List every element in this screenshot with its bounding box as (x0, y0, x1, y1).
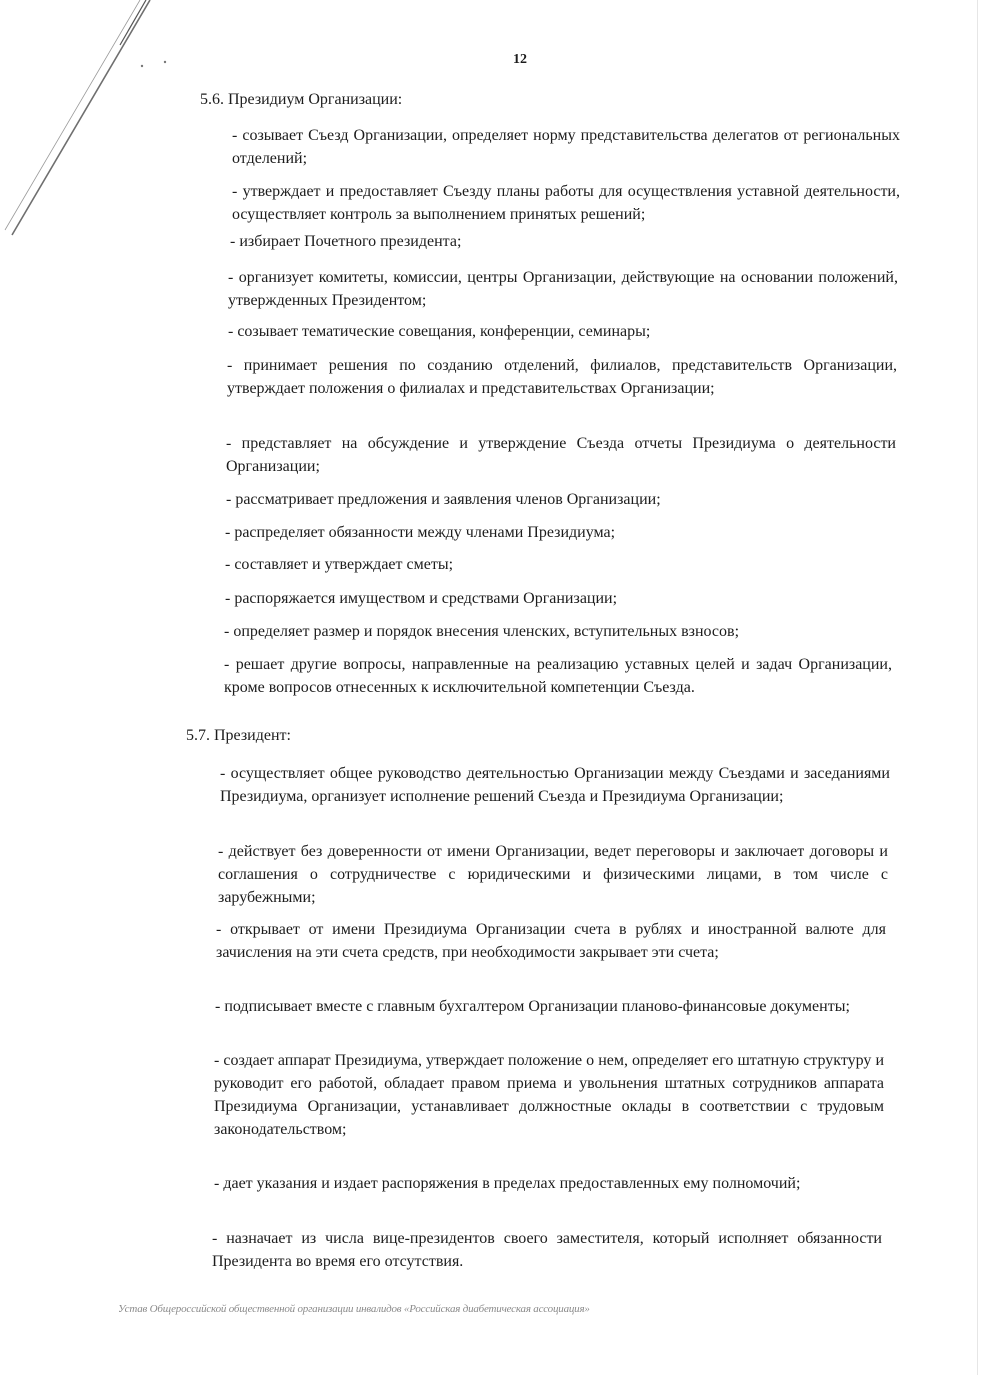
scan-edge-line (977, 0, 978, 1375)
list-item: - осуществляет общее руководство деятельностью Организации между Съездами и заседаниями Президиума, организует исполнение решений Съезда и Президиума Организации; (220, 765, 890, 805)
list-item: - составляет и утверждает сметы; (225, 556, 454, 573)
list-item: - решает другие вопросы, направленные на реализацию уставных целей и задач Организации, кроме вопросов отнесенных к исключительной компетенции Съезда. (224, 656, 892, 696)
list-item: - открывает от имени Президиума Организации счета в рублях и иностранной валюте для зачисления на эти счета средств, при необходимости закрывает эти счета; (216, 921, 886, 961)
list-item: - утверждает и предоставляет Съезду планы работы для осуществления уставной деятельности, осуществляет контроль за выполнением принятых решений; (232, 183, 900, 223)
list-item: - создает аппарат Президиума, утверждает положение о нем, определяет его штатную структуру и руководит его работой, обладает правом приема и увольнения штатных сотрудников аппарата Президиума Организации, устанавливает должностные оклады в соответствии с трудовым законодательством; (214, 1052, 884, 1138)
list-item: - распределяет обязанности между членами Президиума; (225, 524, 616, 541)
scan-artifact-lines (0, 0, 200, 260)
list-item: - подписывает вместе с главным бухгалтером Организации планово-финансовые документы; (215, 998, 850, 1015)
list-item: - избирает Почетного президента; (230, 233, 462, 250)
page-number: 12 (513, 52, 527, 67)
list-item: - распоряжается имуществом и средствами Организации; (225, 590, 618, 607)
document-footer: Устав Общероссийской общественной организации инвалидов «Российская диабетическая ассоциация» (118, 1303, 590, 1315)
list-item: - назначает из числа вице-президентов своего заместителя, который исполняет обязанности Президента во время его отсутствия. (212, 1230, 882, 1270)
list-item: - дает указания и издает распоряжения в пределах предоставленных ему полномочий; (214, 1175, 801, 1192)
list-item: - принимает решения по созданию отделений, филиалов, представительств Организации, утверждает положения о филиалах и представительствах Организации; (227, 357, 897, 397)
section-heading-5-7: 5.7. Президент: (186, 727, 291, 744)
list-item: - организует комитеты, комиссии, центры Организации, действующие на основании положений, утвержденных Президентом; (228, 269, 898, 309)
list-item: - созывает тематические совещания, конференции, семинары; (228, 323, 651, 340)
list-item: - созывает Съезд Организации, определяет норму представительства делегатов от региональных отделений; (232, 127, 900, 167)
list-item: - рассматривает предложения и заявления членов Организации; (226, 491, 661, 508)
list-item: - представляет на обсуждение и утверждение Съезда отчеты Президиума о деятельности Организации; (226, 435, 896, 475)
list-item: - действует без доверенности от имени Организации, ведет переговоры и заключает договоры и соглашения о сотрудничестве с юридическими и физическими лицами, в том числе с зарубежными; (218, 843, 888, 906)
list-item: - определяет размер и порядок внесения членских, вступительных взносов; (224, 623, 740, 640)
section-heading-5-6: 5.6. Президиум Организации: (200, 91, 403, 108)
